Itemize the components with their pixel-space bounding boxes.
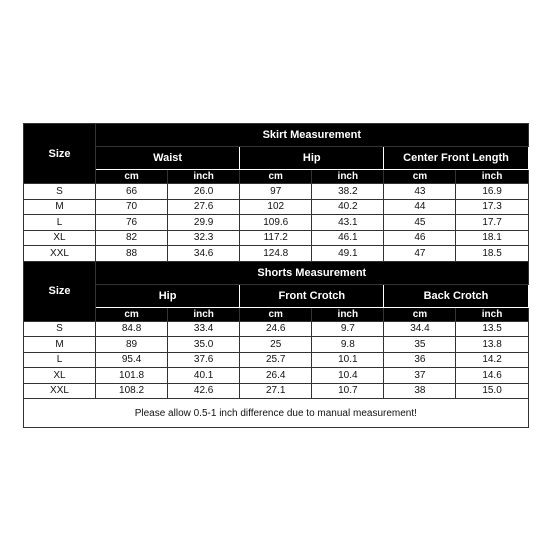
skirt-unit-header: cm: [96, 170, 168, 184]
skirt-value-cell: 70: [96, 199, 168, 215]
shorts-size-cell: M: [24, 337, 96, 353]
skirt-value-cell: 45: [384, 215, 456, 231]
shorts-title-row: [24, 261, 529, 284]
skirt-value-cell: 16.9: [456, 184, 528, 200]
shorts-value-cell: 24.6: [240, 321, 312, 337]
shorts-unit-row: [24, 307, 529, 321]
shorts-value-cell: 84.8: [96, 321, 168, 337]
shorts-group-header: Back Crotch: [384, 284, 528, 307]
skirt-value-cell: 18.1: [456, 230, 528, 246]
size-chart: [23, 123, 528, 428]
shorts-size-header: Size: [24, 261, 96, 321]
skirt-table-row: [24, 230, 529, 246]
skirt-value-cell: 18.5: [456, 246, 528, 262]
skirt-value-cell: 46.1: [312, 230, 384, 246]
skirt-value-cell: 46: [384, 230, 456, 246]
skirt-value-cell: 40.2: [312, 199, 384, 215]
shorts-value-cell: 42.6: [168, 383, 240, 399]
shorts-group-row: [24, 284, 529, 307]
skirt-table-row: [24, 199, 529, 215]
skirt-group-header: Waist: [96, 147, 240, 170]
shorts-value-cell: 10.7: [312, 383, 384, 399]
skirt-value-cell: 109.6: [240, 215, 312, 231]
skirt-value-cell: 97: [240, 184, 312, 200]
skirt-table-row: [24, 184, 529, 200]
skirt-value-cell: 88: [96, 246, 168, 262]
shorts-value-cell: 15.0: [456, 383, 528, 399]
skirt-value-cell: 76: [96, 215, 168, 231]
skirt-size-cell: XXL: [24, 246, 96, 262]
shorts-value-cell: 14.2: [456, 352, 528, 368]
shorts-value-cell: 108.2: [96, 383, 168, 399]
skirt-table-row: [24, 215, 529, 231]
skirt-value-cell: 43: [384, 184, 456, 200]
shorts-unit-header: inch: [312, 307, 384, 321]
skirt-size-cell: M: [24, 199, 96, 215]
skirt-size-cell: L: [24, 215, 96, 231]
skirt-value-cell: 17.3: [456, 199, 528, 215]
skirt-title-row: [24, 124, 529, 147]
shorts-table-row: [24, 352, 529, 368]
skirt-unit-header: inch: [456, 170, 528, 184]
shorts-unit-header: cm: [384, 307, 456, 321]
shorts-value-cell: 37: [384, 368, 456, 384]
skirt-value-cell: 117.2: [240, 230, 312, 246]
shorts-group-header: Hip: [96, 284, 240, 307]
shorts-value-cell: 37.6: [168, 352, 240, 368]
skirt-value-cell: 29.9: [168, 215, 240, 231]
shorts-value-cell: 9.8: [312, 337, 384, 353]
skirt-value-cell: 27.6: [168, 199, 240, 215]
skirt-value-cell: 26.0: [168, 184, 240, 200]
shorts-value-cell: 27.1: [240, 383, 312, 399]
skirt-value-cell: 34.6: [168, 246, 240, 262]
shorts-unit-header: cm: [240, 307, 312, 321]
skirt-unit-header: inch: [312, 170, 384, 184]
measurement-note: Please allow 0.5-1 inch difference due to manual measurement!: [24, 399, 529, 428]
skirt-unit-header: cm: [384, 170, 456, 184]
shorts-value-cell: 35: [384, 337, 456, 353]
shorts-value-cell: 101.8: [96, 368, 168, 384]
shorts-value-cell: 89: [96, 337, 168, 353]
skirt-group-header: Hip: [240, 147, 384, 170]
skirt-value-cell: 32.3: [168, 230, 240, 246]
shorts-value-cell: 9.7: [312, 321, 384, 337]
shorts-value-cell: 95.4: [96, 352, 168, 368]
shorts-title: Shorts Measurement: [96, 261, 529, 284]
skirt-value-cell: 47: [384, 246, 456, 262]
shorts-table-row: [24, 337, 529, 353]
shorts-value-cell: 26.4: [240, 368, 312, 384]
skirt-value-cell: 38.2: [312, 184, 384, 200]
shorts-value-cell: 14.6: [456, 368, 528, 384]
skirt-table-row: [24, 246, 529, 262]
skirt-size-header: Size: [24, 124, 96, 184]
shorts-size-cell: XL: [24, 368, 96, 384]
shorts-unit-header: inch: [168, 307, 240, 321]
skirt-value-cell: 49.1: [312, 246, 384, 262]
shorts-value-cell: 13.5: [456, 321, 528, 337]
shorts-value-cell: 10.4: [312, 368, 384, 384]
skirt-value-cell: 17.7: [456, 215, 528, 231]
shorts-value-cell: 33.4: [168, 321, 240, 337]
shorts-table-row: [24, 383, 529, 399]
skirt-unit-header: cm: [240, 170, 312, 184]
skirt-group-header: Center Front Length: [384, 147, 528, 170]
shorts-size-cell: XXL: [24, 383, 96, 399]
shorts-size-cell: L: [24, 352, 96, 368]
shorts-unit-header: inch: [456, 307, 528, 321]
shorts-value-cell: 34.4: [384, 321, 456, 337]
skirt-value-cell: 102: [240, 199, 312, 215]
skirt-title: Skirt Measurement: [96, 124, 529, 147]
skirt-group-row: [24, 147, 529, 170]
skirt-size-cell: S: [24, 184, 96, 200]
skirt-value-cell: 43.1: [312, 215, 384, 231]
skirt-value-cell: 66: [96, 184, 168, 200]
shorts-value-cell: 36: [384, 352, 456, 368]
skirt-unit-header: inch: [168, 170, 240, 184]
shorts-value-cell: 25.7: [240, 352, 312, 368]
shorts-value-cell: 40.1: [168, 368, 240, 384]
shorts-table-row: [24, 368, 529, 384]
shorts-size-cell: S: [24, 321, 96, 337]
shorts-value-cell: 38: [384, 383, 456, 399]
shorts-value-cell: 35.0: [168, 337, 240, 353]
skirt-value-cell: 124.8: [240, 246, 312, 262]
shorts-unit-header: cm: [96, 307, 168, 321]
skirt-value-cell: 82: [96, 230, 168, 246]
skirt-size-cell: XL: [24, 230, 96, 246]
skirt-value-cell: 44: [384, 199, 456, 215]
shorts-value-cell: 25: [240, 337, 312, 353]
shorts-table-row: [24, 321, 529, 337]
skirt-unit-row: [24, 170, 529, 184]
note-row: [24, 399, 529, 428]
size-chart-table: [23, 123, 529, 428]
shorts-group-header: Front Crotch: [240, 284, 384, 307]
shorts-value-cell: 10.1: [312, 352, 384, 368]
shorts-value-cell: 13.8: [456, 337, 528, 353]
